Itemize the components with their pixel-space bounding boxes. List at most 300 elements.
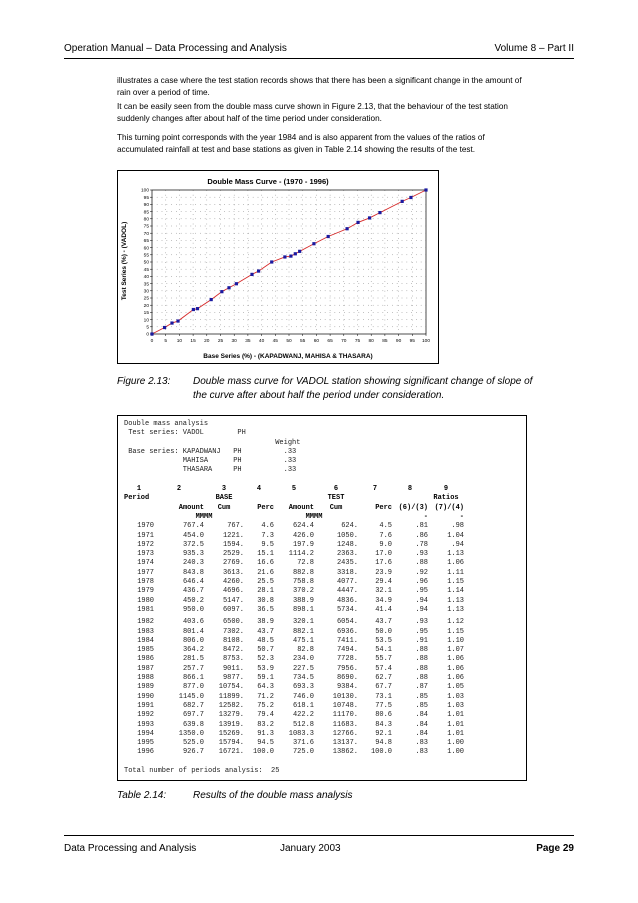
table-cell: 62.7: [375, 674, 392, 683]
table-cell: 734.5: [292, 674, 314, 683]
table-cell: 1994: [137, 729, 154, 738]
y-tick-label: 80: [143, 217, 149, 223]
data-point: [289, 254, 292, 257]
table-cell: .84: [415, 720, 428, 729]
table-cell: .92: [415, 568, 428, 577]
x-tick-label: 45: [272, 339, 278, 344]
table-cell: MM: [204, 512, 213, 521]
table-cell: 1.06: [447, 674, 464, 683]
table-row: [124, 674, 524, 683]
table-cell: 9384.: [336, 683, 358, 692]
table-cell: [244, 513, 274, 522]
table-cell: 227.5: [292, 664, 314, 673]
footer-page-number: Page 29: [536, 843, 574, 854]
table-cell: 15269.: [218, 729, 244, 738]
table-row: [124, 628, 524, 637]
x-tick-label: 60: [313, 339, 320, 344]
table-cell: [392, 494, 428, 503]
table-cell: (7)/(4): [434, 503, 464, 512]
x-tick-label: 90: [395, 339, 402, 344]
table-cell: 38.9: [257, 618, 274, 627]
table-cell: 1986: [137, 655, 154, 664]
footer-left: Data Processing and Analysis: [64, 843, 197, 854]
table-row: [124, 541, 524, 550]
table-cell: 801.4: [182, 627, 204, 636]
chart-grid: [152, 190, 426, 334]
table-header-row: [124, 504, 524, 513]
table-cell: 436.7: [182, 587, 204, 596]
table-cell: 197.9: [292, 540, 314, 549]
x-tick-label: 40: [258, 339, 265, 344]
table-cell: .93: [415, 550, 428, 559]
table-cell: 767.4: [182, 522, 204, 531]
table-cell: 4696.: [222, 587, 244, 596]
table-cell: 1.11: [447, 568, 464, 577]
y-tick-label: 5: [146, 325, 149, 331]
table-cell: 371.6: [292, 739, 314, 748]
table-cell: 1.13: [447, 550, 464, 559]
table-cell: 1974: [137, 559, 154, 568]
table-cell: 7728.: [336, 655, 358, 664]
x-tick-label: 75: [354, 339, 361, 344]
table-cell: 3318.: [336, 568, 358, 577]
table-cell: 1980: [137, 596, 154, 605]
table-cell: 83.2: [257, 720, 274, 729]
table-cell: 7956.: [336, 664, 358, 673]
table-cell: 12766.: [332, 729, 358, 738]
table-cell: 30.8: [257, 596, 274, 605]
table-cell: 877.0: [182, 683, 204, 692]
x-tick-label: 0: [150, 339, 154, 344]
table-cell: 618.1: [292, 701, 314, 710]
table-cell: 320.1: [292, 618, 314, 627]
y-tick-label: 65: [143, 239, 149, 245]
table-cell: 950.0: [182, 605, 204, 614]
table-cell: 388.9: [292, 596, 314, 605]
y-tick-label: 70: [143, 231, 149, 237]
table-cell: 1979: [137, 587, 154, 596]
table-cell: -: [459, 512, 464, 521]
table-cell: Cum: [329, 503, 343, 512]
table-cell: 53.5: [375, 636, 392, 645]
table-cell: 1350.0: [178, 729, 204, 738]
table-cell: 2529.: [222, 550, 244, 559]
table-base-series-3: THASARA PH .33: [124, 466, 297, 475]
table-cell: 8753.: [222, 655, 244, 664]
table-cell: 16.6: [257, 559, 274, 568]
table-cell: 50.7: [257, 646, 274, 655]
data-point: [163, 326, 166, 329]
table-cell: 59.1: [257, 674, 274, 683]
table-cell: 512.8: [292, 720, 314, 729]
table-title: Double mass analysis: [124, 420, 209, 428]
table-row: [124, 569, 524, 578]
table-cell: .94: [415, 596, 428, 605]
data-point: [368, 216, 371, 219]
table-cell: 2435.: [336, 559, 358, 568]
table-cell: (6)/(3): [398, 503, 428, 512]
table-cell: 21.6: [257, 568, 274, 577]
table-cell: 1985: [137, 646, 154, 655]
table-cell: 4: [256, 485, 262, 494]
table-cell: 1.01: [447, 720, 464, 729]
data-point: [424, 188, 427, 191]
table-cell: 257.7: [182, 664, 204, 673]
table-cell: 94.8: [375, 739, 392, 748]
data-point: [170, 321, 173, 324]
data-point: [378, 211, 381, 214]
table-cell: 767.: [227, 522, 244, 531]
table-row: [124, 711, 524, 720]
table-cell: 71.2: [257, 692, 274, 701]
y-tick-label: 35: [143, 282, 149, 288]
table-cell: Period: [124, 494, 150, 503]
table-cell: 1981: [137, 605, 154, 614]
y-tick-label: 20: [143, 303, 149, 309]
table-cell: 1.06: [447, 559, 464, 568]
table-cell: 6097.: [222, 605, 244, 614]
table-cell: 41.4: [375, 605, 392, 614]
table-cell: 3613.: [222, 568, 244, 577]
table-row: [124, 730, 524, 739]
data-point: [283, 255, 286, 258]
data-point: [192, 308, 195, 311]
table-cell: BASE: [215, 494, 233, 503]
data-point: [270, 260, 273, 263]
table-weight-label: Weight: [124, 438, 301, 447]
table-cell: 11683.: [332, 720, 358, 729]
table-cell: 1970: [137, 522, 154, 531]
table-cell: 32.1: [375, 587, 392, 596]
table-cell: 4260.: [222, 578, 244, 587]
table-cell: 29.4: [375, 578, 392, 587]
table-cell: 806.0: [182, 636, 204, 645]
table-cell: 426.0: [292, 531, 314, 540]
table-cell: 422.2: [292, 711, 314, 720]
table-cell: MM: [305, 512, 314, 521]
table-cell: 4.5: [379, 522, 392, 531]
table-cell: 646.4: [182, 578, 204, 587]
table-cell: 882.1: [292, 627, 314, 636]
footer-center: January 2003: [280, 843, 341, 854]
x-tick-label: 55: [300, 339, 306, 344]
table-cell: 935.3: [182, 550, 204, 559]
table-row: [124, 665, 524, 674]
table-cell: 79.4: [257, 711, 274, 720]
paragraph-1: illustrates a case where the test station records shows that there has been a significant change in the amount of rain over a period of time.: [117, 76, 522, 97]
table-caption-text: Results of the double mass analysis: [193, 790, 353, 801]
table-cell: 1991: [137, 701, 154, 710]
table-cell: 16721.: [218, 748, 244, 757]
table-cell: 746.0: [292, 692, 314, 701]
header-rule: [64, 58, 574, 59]
table-cell: 5147.: [222, 596, 244, 605]
table-cell: 28.1: [257, 587, 274, 596]
table-cell: .88: [415, 559, 428, 568]
y-tick-label: 25: [143, 296, 149, 302]
table-cell: 6054.: [336, 618, 358, 627]
table-cell: TEST: [327, 494, 345, 503]
table-cell: Perc: [257, 503, 274, 512]
table-base-series-2: MAHISA PH .33: [124, 457, 297, 466]
y-tick-label: 15: [143, 311, 149, 317]
table-cell: 11170.: [332, 711, 358, 720]
data-point: [298, 250, 301, 253]
table-cell: [124, 513, 154, 522]
table-row: [124, 559, 524, 568]
table-cell: 372.5: [182, 540, 204, 549]
table-cell: 7.3: [261, 531, 274, 540]
table-cell: 682.7: [182, 701, 204, 710]
table-cell: 2: [176, 485, 182, 494]
table-cell: 1972: [137, 540, 154, 549]
table-cell: 10754.: [218, 683, 244, 692]
table-cell: 8472.: [222, 646, 244, 655]
table-row: [124, 550, 524, 559]
table-cell: 1995: [137, 739, 154, 748]
table-cell: 7494.: [336, 646, 358, 655]
table-cell: 7: [372, 485, 378, 494]
table-cell: 100.0: [370, 748, 392, 757]
table-cell: 54.1: [375, 646, 392, 655]
table-row: [124, 618, 524, 627]
data-point: [210, 298, 213, 301]
table-cell: 9877.: [222, 674, 244, 683]
x-tick-label: 65: [327, 339, 333, 344]
table-cell: .98: [451, 522, 464, 531]
table-cell: 100.0: [252, 748, 274, 757]
data-point: [176, 319, 179, 322]
data-point: [220, 290, 223, 293]
table-cell: 12582.: [218, 701, 244, 710]
table-cell: .95: [415, 587, 428, 596]
table-cell: 17.0: [375, 550, 392, 559]
table-cell: 8108.: [222, 636, 244, 645]
chart-title: Double Mass Curve - (1970 - 1996): [207, 177, 329, 186]
table-cell: MM: [195, 512, 204, 521]
table-cell: 13279.: [218, 711, 244, 720]
table-row: [124, 637, 524, 646]
table-header-row: [124, 513, 524, 522]
table-cell: 1.06: [447, 664, 464, 673]
table-row: [124, 522, 524, 531]
table-cell: 75.2: [257, 701, 274, 710]
table-cell: 843.8: [182, 568, 204, 577]
table-cell: Amount: [288, 503, 314, 512]
table-cell: .88: [415, 646, 428, 655]
table-cell: 1973: [137, 550, 154, 559]
table-cell: .93: [415, 618, 428, 627]
table-cell: 758.8: [292, 578, 314, 587]
table-cell: .85: [415, 701, 428, 710]
table-cell: 6936.: [336, 627, 358, 636]
table-cell: 1221.: [222, 531, 244, 540]
figure-caption-text: Double mass curve for VADOL station showing significant change of slope of the curve after about half the period under consideration.: [193, 376, 533, 401]
table-cell: 1.07: [447, 646, 464, 655]
x-tick-label: 35: [245, 339, 251, 344]
table-cell: 13137.: [332, 739, 358, 748]
table-cell: 1982: [137, 618, 154, 627]
table-cell: 91.3: [257, 729, 274, 738]
table-cell: .88: [415, 655, 428, 664]
table-cell: 882.8: [292, 568, 314, 577]
table-cell: 926.7: [182, 748, 204, 757]
table-cell: 1.00: [447, 739, 464, 748]
table-cell: 15794.: [218, 739, 244, 748]
table-cell: 92.1: [375, 729, 392, 738]
table-cell: 8690.: [336, 674, 358, 683]
table-cell: 43.7: [375, 618, 392, 627]
x-tick-label: 5: [164, 339, 168, 344]
table-cell: 1.14: [447, 587, 464, 596]
table-cell: 1594.: [222, 540, 244, 549]
table-cell: .87: [415, 683, 428, 692]
table-cell: 52.3: [257, 655, 274, 664]
table-cell: 240.3: [182, 559, 204, 568]
table-cell: 1145.0: [178, 692, 204, 701]
table-cell: 370.2: [292, 587, 314, 596]
table-cell: 1.03: [447, 692, 464, 701]
table-cell: .83: [415, 739, 428, 748]
data-point: [401, 200, 404, 203]
table-total: Total number of periods analysis: 25: [124, 766, 280, 775]
table-cell: 67.7: [375, 683, 392, 692]
chart-axes: [150, 190, 426, 336]
table-cell: 4077.: [336, 578, 358, 587]
table-cell: 1989: [137, 683, 154, 692]
table-cell: 1987: [137, 664, 154, 673]
table-row: [124, 739, 524, 748]
table-cell: 697.7: [182, 711, 204, 720]
table-cell: 1978: [137, 578, 154, 587]
table-cell: 72.8: [297, 559, 314, 568]
table-cell: .91: [415, 636, 428, 645]
table-cell: 4.6: [261, 522, 274, 531]
table-row: [124, 532, 524, 541]
table-cell: 25.5: [257, 578, 274, 587]
table-cell: 1992: [137, 711, 154, 720]
x-tick-label: 80: [368, 339, 374, 344]
table-cell: 454.0: [182, 531, 204, 540]
table-cell: 5: [291, 485, 297, 494]
table-cell: .94: [451, 540, 464, 549]
table-cell: 1971: [137, 531, 154, 540]
figure-number: Figure 2.13:: [117, 376, 171, 387]
table-cell: 9.0: [379, 540, 392, 549]
table-cell: 9011.: [222, 664, 244, 673]
table-header-row: [124, 494, 524, 503]
table-row: [124, 748, 524, 757]
table-cell: 43.7: [257, 627, 274, 636]
paragraph-3: This turning point corresponds with the year 1984 and is also apparent from the values of the ratios of accumulated rainfall at test and base stations as given in Table 2.14 showing the results of the test.: [117, 133, 485, 154]
table-cell: 10130.: [332, 692, 358, 701]
table-test-series: Test series: VADOL PH: [124, 429, 246, 438]
table-cell: 7302.: [222, 627, 244, 636]
table-cell: 639.8: [182, 720, 204, 729]
data-point: [257, 269, 260, 272]
y-tick-label: 40: [143, 275, 149, 281]
table-cell: 1.15: [447, 578, 464, 587]
y-tick-label: 10: [143, 318, 149, 324]
table-cell: 53.9: [257, 664, 274, 673]
x-tick-label: 15: [190, 339, 196, 344]
table-cell: Ratios: [433, 494, 459, 503]
table-cell: 1.00: [447, 748, 464, 757]
table-cell: 34.9: [375, 596, 392, 605]
table-cell: [358, 494, 392, 503]
table-cell: 57.4: [375, 664, 392, 673]
table-row: [124, 578, 524, 587]
data-point: [327, 235, 330, 238]
table-cell: [124, 504, 154, 513]
table-cell: 624.: [341, 522, 358, 531]
table-cell: 23.9: [375, 568, 392, 577]
page-header: [64, 43, 574, 54]
table-cell: 73.1: [375, 692, 392, 701]
table-cell: 6500.: [222, 618, 244, 627]
table-cell: .84: [415, 711, 428, 720]
table-cell: .81: [415, 522, 428, 531]
table-cell: 15.1: [257, 550, 274, 559]
x-tick-label: 95: [409, 339, 415, 344]
table-cell: 11899.: [218, 692, 244, 701]
table-cell: 1.03: [447, 701, 464, 710]
y-tick-label: 90: [143, 203, 149, 209]
table-cell: 866.1: [182, 674, 204, 683]
y-tick-label: 75: [143, 224, 149, 230]
table-cell: 2363.: [336, 550, 358, 559]
table-cell: 234.0: [292, 655, 314, 664]
table-cell: Amount: [178, 503, 204, 512]
table-cell: [274, 494, 314, 503]
table-cell: 17.6: [375, 559, 392, 568]
table-cell: 10748.: [332, 701, 358, 710]
table-cell: 475.1: [292, 636, 314, 645]
table-cell: 5734.: [336, 605, 358, 614]
x-tick-label: 25: [217, 339, 224, 344]
table-cell: .86: [415, 531, 428, 540]
data-point: [250, 273, 253, 276]
y-tick-label: 95: [143, 195, 149, 201]
x-tick-label: 20: [204, 339, 210, 344]
table-cell: -: [423, 512, 428, 521]
table-row: [124, 683, 524, 692]
x-tick-label: 100: [421, 339, 431, 344]
table-column-numbers: [124, 485, 524, 494]
chart-svg: [118, 171, 438, 363]
table-cell: 13862.: [332, 748, 358, 757]
table-row: [124, 606, 524, 615]
y-tick-label: 55: [143, 253, 149, 259]
header-right: Volume 8 – Part II: [494, 43, 574, 54]
y-tick-label: 0: [146, 332, 149, 338]
table-cell: 1.10: [447, 636, 464, 645]
table-cell: 8: [407, 485, 413, 494]
table-cell: .88: [415, 664, 428, 673]
table-cell: 281.5: [182, 655, 204, 664]
table-cell: 2769.: [222, 559, 244, 568]
table-cell: 50.0: [375, 627, 392, 636]
x-tick-label: 10: [176, 339, 183, 344]
double-mass-chart: [117, 170, 439, 364]
y-tick-label: 50: [143, 260, 149, 266]
table-cell: 1.12: [447, 618, 464, 627]
table-cell: 1083.3: [288, 729, 314, 738]
chart-tick-labels: [141, 188, 430, 344]
table-cell: .83: [415, 748, 428, 757]
table-cell: 525.0: [182, 739, 204, 748]
table-cell: 1990: [137, 692, 154, 701]
